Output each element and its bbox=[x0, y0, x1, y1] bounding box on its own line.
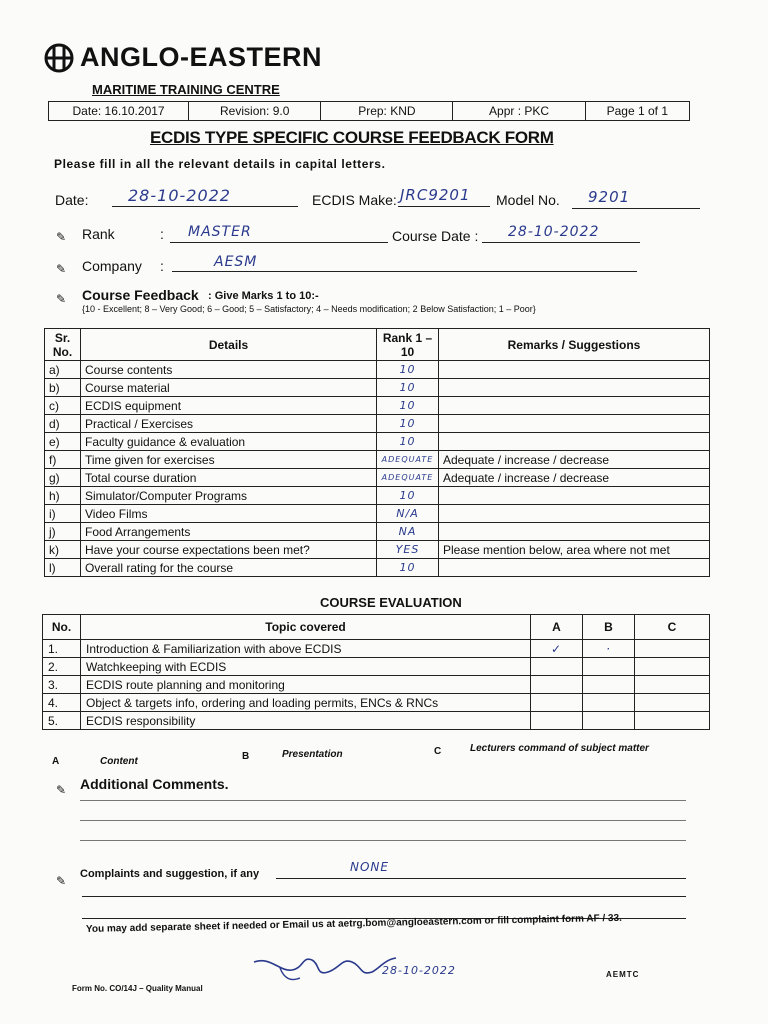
row-no: l) bbox=[45, 559, 81, 577]
complaints-value[interactable]: NONE bbox=[350, 860, 389, 874]
aemtc-mark: AEMTC bbox=[606, 970, 640, 979]
row-c[interactable] bbox=[635, 694, 710, 712]
row-topic: ECDIS route planning and monitoring bbox=[81, 676, 531, 694]
row-b[interactable] bbox=[583, 694, 635, 712]
date-value[interactable]: 28-10-2022 bbox=[128, 186, 231, 205]
feedback-table bbox=[44, 328, 710, 577]
row-a[interactable]: ✓ bbox=[531, 640, 583, 658]
complaints-line-2[interactable] bbox=[82, 896, 686, 897]
row-remark bbox=[439, 397, 710, 415]
row-no: a) bbox=[45, 361, 81, 379]
legend-b-text: Presentation bbox=[282, 749, 343, 760]
table-row bbox=[43, 640, 710, 658]
row-remark bbox=[439, 433, 710, 451]
row-a[interactable] bbox=[531, 658, 583, 676]
row-remark bbox=[439, 415, 710, 433]
row-rank[interactable]: 10 bbox=[377, 487, 439, 505]
ecdis-make-value[interactable]: JRC9201 bbox=[400, 186, 471, 204]
meta-approval: Appr : PKC bbox=[453, 102, 585, 120]
date-line bbox=[112, 206, 298, 207]
company-label: Company bbox=[82, 258, 142, 274]
row-c[interactable] bbox=[635, 676, 710, 694]
col-details: Details bbox=[81, 329, 377, 361]
row-remark bbox=[439, 487, 710, 505]
row-no: f) bbox=[45, 451, 81, 469]
row-detail: Faculty guidance & evaluation bbox=[81, 433, 377, 451]
row-remark bbox=[439, 559, 710, 577]
row-no: 4. bbox=[43, 694, 81, 712]
pointer-icon: ✎ bbox=[56, 874, 67, 888]
evaluation-table bbox=[42, 614, 710, 730]
table-row bbox=[45, 559, 710, 577]
row-no: i) bbox=[45, 505, 81, 523]
row-no: 3. bbox=[43, 676, 81, 694]
row-detail: Video Films bbox=[81, 505, 377, 523]
row-b[interactable]: · bbox=[583, 640, 635, 658]
table-row bbox=[43, 676, 710, 694]
row-detail: ECDIS equipment bbox=[81, 397, 377, 415]
table-row bbox=[45, 451, 710, 469]
table-row bbox=[43, 712, 710, 730]
row-remark bbox=[439, 523, 710, 541]
table-row bbox=[45, 541, 710, 559]
row-no: e) bbox=[45, 433, 81, 451]
row-no: k) bbox=[45, 541, 81, 559]
row-no: j) bbox=[45, 523, 81, 541]
row-a[interactable] bbox=[531, 676, 583, 694]
row-c[interactable] bbox=[635, 712, 710, 730]
col-sr-no: Sr. No. bbox=[45, 329, 81, 361]
row-b[interactable] bbox=[583, 658, 635, 676]
brand-name: ANGLO-EASTERN bbox=[80, 42, 322, 72]
col-rank: Rank 1 – 10 bbox=[377, 329, 439, 361]
row-c[interactable] bbox=[635, 640, 710, 658]
legend-c-key: C bbox=[434, 746, 442, 757]
form-title: ECDIS TYPE SPECIFIC COURSE FEEDBACK FORM bbox=[150, 128, 554, 147]
anglo-eastern-emblem-icon bbox=[44, 43, 74, 73]
pointer-icon: ✎ bbox=[56, 292, 67, 306]
row-rank[interactable]: 10 bbox=[377, 415, 439, 433]
pointer-icon: ✎ bbox=[56, 230, 67, 244]
complaints-label: Complaints and suggestion, if any bbox=[80, 868, 260, 880]
model-value[interactable]: 9201 bbox=[588, 188, 631, 206]
row-detail: Food Arrangements bbox=[81, 523, 377, 541]
row-remark bbox=[439, 505, 710, 523]
row-rank[interactable]: 10 bbox=[377, 379, 439, 397]
row-no: 5. bbox=[43, 712, 81, 730]
table-row bbox=[45, 523, 710, 541]
row-rank[interactable]: NA bbox=[377, 523, 439, 541]
row-rank[interactable]: ADEQUATE bbox=[377, 469, 439, 487]
rank-colon: : bbox=[160, 226, 164, 242]
rank-value[interactable]: MASTER bbox=[188, 224, 252, 240]
row-no: g) bbox=[45, 469, 81, 487]
row-rank[interactable]: N/A bbox=[377, 505, 439, 523]
course-date-label: Course Date : bbox=[392, 228, 479, 244]
table-row bbox=[45, 433, 710, 451]
row-rank[interactable]: 10 bbox=[377, 397, 439, 415]
course-feedback-sub: : Give Marks 1 to 10:- bbox=[208, 290, 319, 302]
col-a: A bbox=[531, 615, 583, 640]
row-no: 2. bbox=[43, 658, 81, 676]
signature-date: 28-10-2022 bbox=[382, 964, 456, 977]
training-centre-name: MARITIME TRAINING CENTRE bbox=[92, 82, 280, 97]
table-row bbox=[45, 415, 710, 433]
make-line bbox=[398, 206, 490, 207]
ecdis-make-label: ECDIS Make: bbox=[312, 192, 397, 208]
table-row bbox=[43, 694, 710, 712]
pointer-icon: ✎ bbox=[56, 262, 67, 276]
table-row bbox=[45, 469, 710, 487]
row-rank[interactable]: 10 bbox=[377, 361, 439, 379]
row-no: c) bbox=[45, 397, 81, 415]
table-row bbox=[45, 361, 710, 379]
row-topic: ECDIS responsibility bbox=[81, 712, 531, 730]
company-colon: : bbox=[160, 258, 164, 274]
col-b: B bbox=[583, 615, 635, 640]
course-date-line bbox=[482, 242, 640, 243]
email-note: You may add separate sheet if needed or Email us at aetrg.bom@angloeastern.com or fill complaint form AF / 33. bbox=[85, 912, 622, 935]
row-remark bbox=[439, 361, 710, 379]
table-row bbox=[45, 505, 710, 523]
row-no: b) bbox=[45, 379, 81, 397]
row-topic: Introduction & Familiarization with above ECDIS bbox=[81, 640, 531, 658]
row-topic: Object & targets info, ordering and loading permits, ENCs & RNCs bbox=[81, 694, 531, 712]
row-rank[interactable]: 10 bbox=[377, 433, 439, 451]
company-value[interactable]: AESM bbox=[214, 254, 258, 270]
row-topic: Watchkeeping with ECDIS bbox=[81, 658, 531, 676]
col-no: No. bbox=[43, 615, 81, 640]
col-remarks: Remarks / Suggestions bbox=[439, 329, 710, 361]
row-rank[interactable]: YES bbox=[377, 541, 439, 559]
model-label: Model No. bbox=[496, 192, 560, 208]
company-logo bbox=[44, 42, 322, 73]
form-number: Form No. CO/14J – Quality Manual bbox=[72, 984, 203, 993]
row-detail: Have your course expectations been met? bbox=[81, 541, 377, 559]
document-meta-box bbox=[48, 101, 690, 121]
course-date-value[interactable]: 28-10-2022 bbox=[508, 224, 600, 240]
additional-comments-label: Additional Comments. bbox=[80, 776, 229, 792]
comment-line-3[interactable] bbox=[80, 840, 686, 841]
row-detail: Simulator/Computer Programs bbox=[81, 487, 377, 505]
table-row bbox=[45, 379, 710, 397]
table-row bbox=[45, 487, 710, 505]
date-label: Date: bbox=[55, 192, 89, 208]
model-line bbox=[572, 208, 700, 209]
legend-c-text: Lecturers command of subject matter bbox=[470, 743, 649, 754]
comment-line-2[interactable] bbox=[80, 820, 686, 821]
row-detail: Practical / Exercises bbox=[81, 415, 377, 433]
meta-page: Page 1 of 1 bbox=[606, 104, 668, 118]
rank-line bbox=[170, 242, 388, 243]
row-detail: Time given for exercises bbox=[81, 451, 377, 469]
row-detail: Total course duration bbox=[81, 469, 377, 487]
row-detail: Course material bbox=[81, 379, 377, 397]
row-no: 1. bbox=[43, 640, 81, 658]
pointer-icon: ✎ bbox=[56, 783, 67, 797]
meta-revision: Revision: 9.0 bbox=[189, 102, 321, 120]
instruction-text: Please fill in all the relevant details in capital letters. bbox=[54, 157, 386, 171]
meta-prep: Prep: KND bbox=[321, 102, 453, 120]
company-line bbox=[172, 271, 637, 272]
row-c[interactable] bbox=[635, 658, 710, 676]
row-remark: Please mention below, area where not met bbox=[439, 541, 710, 559]
legend-a-key: A bbox=[52, 756, 60, 767]
row-b[interactable] bbox=[583, 676, 635, 694]
row-b[interactable] bbox=[583, 712, 635, 730]
row-a[interactable] bbox=[531, 694, 583, 712]
rating-scale: {10 - Excellent; 8 – Very Good; 6 – Good; 5 – Satisfactory; 4 – Needs modification; 2 Below Satisfaction; 1 – Poor} bbox=[82, 304, 536, 314]
row-remark: Adequate / increase / decrease bbox=[439, 469, 710, 487]
row-no: d) bbox=[45, 415, 81, 433]
row-remark bbox=[439, 379, 710, 397]
table-row bbox=[45, 397, 710, 415]
rank-label: Rank bbox=[82, 226, 115, 242]
row-detail: Overall rating for the course bbox=[81, 559, 377, 577]
col-c: C bbox=[635, 615, 710, 640]
table-row bbox=[43, 658, 710, 676]
evaluation-title: COURSE EVALUATION bbox=[320, 595, 462, 610]
legend-a-text: Content bbox=[100, 756, 138, 767]
legend-b-key: B bbox=[242, 751, 250, 762]
row-a[interactable] bbox=[531, 712, 583, 730]
row-rank[interactable]: ADEQUATE bbox=[377, 451, 439, 469]
course-feedback-label: Course Feedback bbox=[82, 287, 199, 303]
row-remark: Adequate / increase / decrease bbox=[439, 451, 710, 469]
row-no: h) bbox=[45, 487, 81, 505]
col-topic: Topic covered bbox=[81, 615, 531, 640]
row-rank[interactable]: 10 bbox=[377, 559, 439, 577]
meta-date: Date: 16.10.2017 bbox=[49, 102, 189, 120]
row-detail: Course contents bbox=[81, 361, 377, 379]
complaints-line bbox=[276, 878, 686, 879]
comment-line-1[interactable] bbox=[80, 800, 686, 801]
